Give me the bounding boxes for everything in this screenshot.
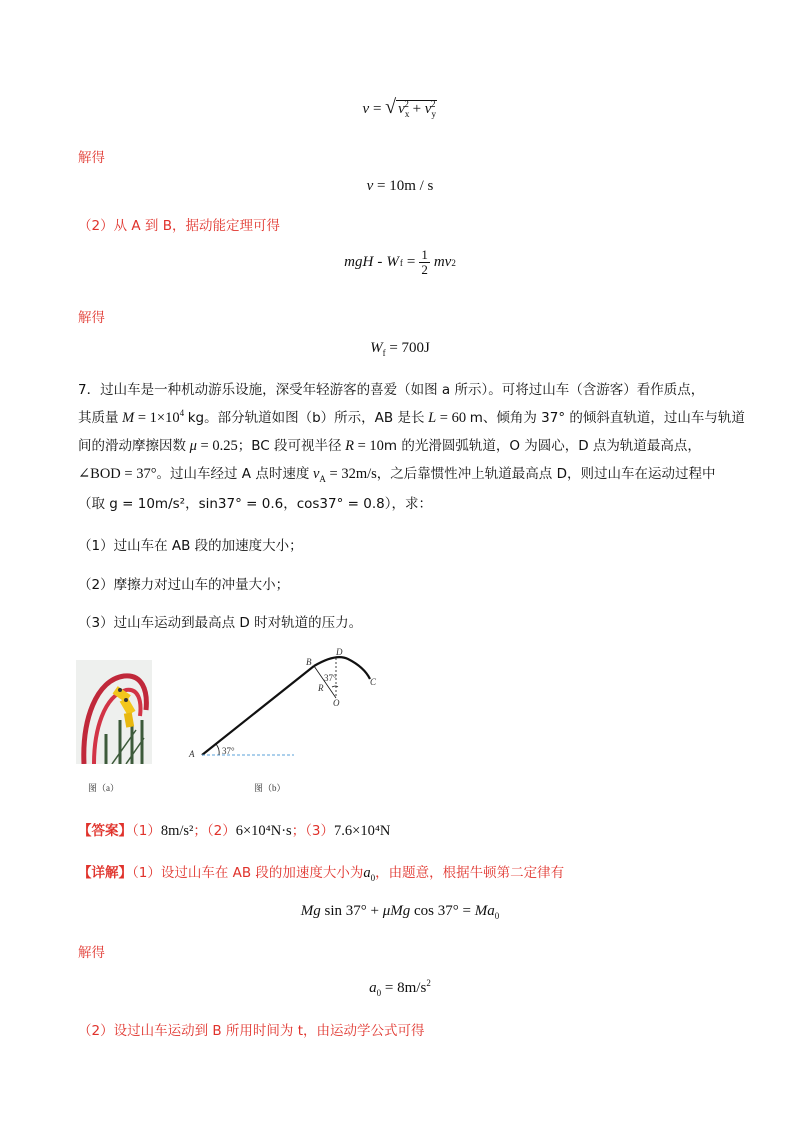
acceleration-result: $a_0 = 8m/s^2$ (369, 978, 431, 998)
detail-line: 【详解】（1）设过山车在 AB 段的加速度大小为$a_0$，由题意，根据牛顿第二定律有 (78, 865, 565, 883)
sub-question-2: （2）摩擦力对过山车的冲量大小； (78, 577, 290, 593)
solve-label-2: 解得 (78, 310, 105, 326)
angle-a-label: 37° (222, 746, 235, 756)
solve-label-1: 解得 (78, 150, 105, 166)
label-b: B (306, 657, 312, 667)
friction-work-result: $W_f = 700J$ (370, 340, 430, 358)
newton-second-law-equation: Mg sin 37° + μMg $\cos 37^\circ = Ma_0$ (300, 903, 500, 921)
label-r: R (318, 683, 324, 693)
label-d: D (336, 647, 343, 657)
question-7-line5: （取 g = 10m/s²，sin37° = 0.6，cos37° = 0.8），求： (78, 496, 432, 512)
question-7-line4: ∠BOD = 37°。过山车经过 A 点时速度 $v_A = 32m/s$，之后靠惯性冲上轨道最高点 D，则过山车在运动过程中 (78, 466, 716, 484)
part2-detail-intro: （2）设过山车运动到 B 所用时间为 t，由运动学公式可得 (78, 1023, 425, 1039)
answer-line: 【答案】（1）8m/s²；（2）6×10⁴N·s；（3）7.6×10⁴N (78, 823, 391, 839)
question-7-line1: 7．过山车是一种机动游乐设施，深受年轻游客的喜爱（如图 a 所示）。可将过山车（含游客）看作质点， (78, 382, 705, 398)
track-diagram (186, 645, 386, 765)
question-7-line2: 其质量 $M = 1\times 10^4$ kg。部分轨道如图（b）所示，AB 是长 L = 60 m、倾角为 37° 的倾斜直轨道，过山车与轨道 (78, 408, 745, 426)
question-7-line3: 间的滑动摩擦因数 μ = 0.25；BC 段可视半径 R = 10m 的光滑圆弧轨道，O 为圆心，D 点为轨道最高点， (78, 438, 701, 454)
part2-intro: （2）从 A 到 B，据动能定理可得 (78, 218, 280, 234)
figure-a-caption: 图（a） (88, 783, 119, 793)
roller-coaster-photo (76, 660, 152, 764)
sub-question-1: （1）过山车在 AB 段的加速度大小； (78, 538, 303, 554)
velocity-magnitude-equation: v = √ $v_x^2 + v_y^2$ (362, 96, 436, 119)
label-o: O (333, 698, 340, 708)
label-a: A (189, 749, 195, 759)
velocity-result-equation: v = 10m / s (366, 178, 434, 194)
sub-question-3: （3）过山车运动到最高点 D 时对轨道的压力。 (78, 615, 363, 631)
label-c: C (370, 677, 377, 687)
angle-o-label: 37° (324, 673, 337, 683)
solve-label-3: 解得 (78, 945, 105, 961)
work-energy-equation: mgH - W f = 1 2 mv 2 (344, 247, 456, 277)
figure-b-caption: 图（b） (254, 783, 286, 793)
